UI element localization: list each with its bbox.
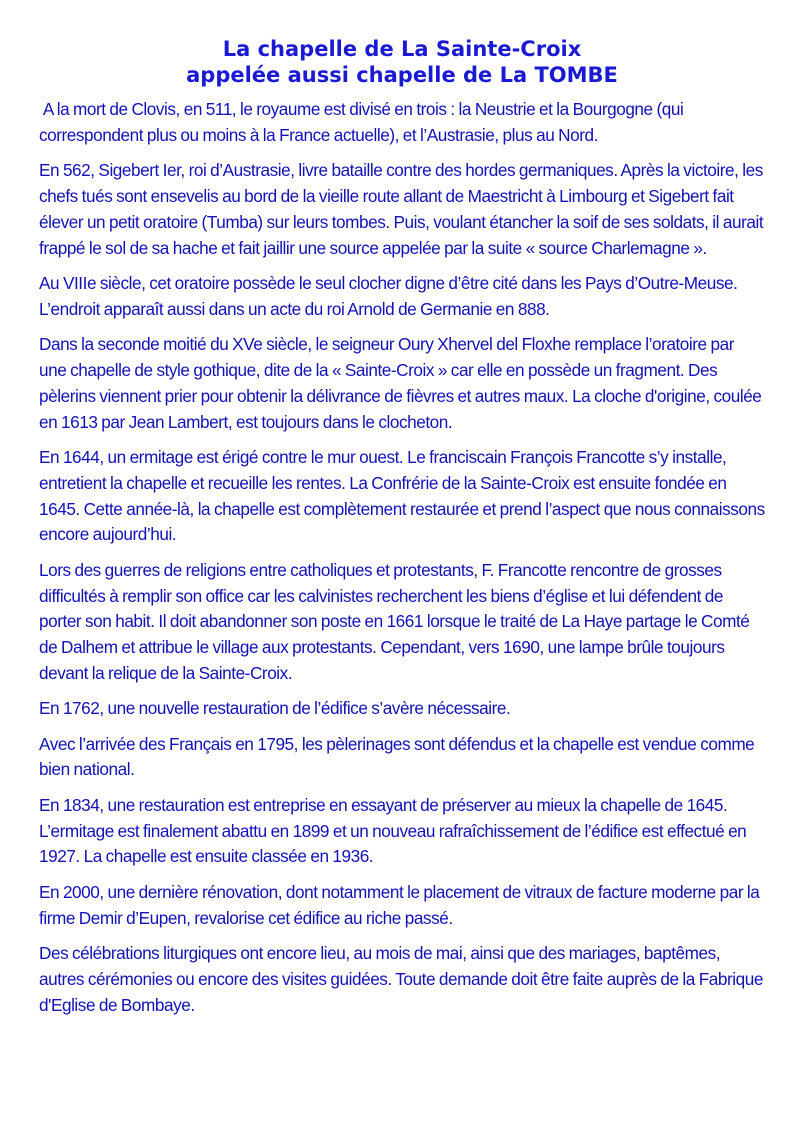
- paragraph-1644: En 1644, un ermitage est érigé contre le mur ouest. Le franciscain François Francotte s’y installe, entretient la chapelle et recueille les rentes. La Confrérie de la Sainte-Croix est ensuite fondée en 1645. Cette année-là, la chapelle est complètement restaurée et prend l’aspect que nous connaissons encore aujourd’hui.: [39, 446, 765, 545]
- article-body: [39, 97, 765, 1018]
- paragraph-celebrations: Des célébrations liturgiques ont encore lieu, au mois de mai, ainsi que des mariages, baptêmes, autres cérémonies ou encore des visites guidées. Toute demande doit être faite auprès de la Fabrique d'Eglise de Bombaye.: [39, 943, 763, 1015]
- title-line-1: La chapelle de La Sainte-Croix: [222, 37, 582, 61]
- paragraph-xve-siecle: Dans la seconde moitié du XVe siècle, le seigneur Oury Xhervel del Floxhe remplace l’oratoire par une chapelle de style gothique, dite de la « Sainte-Croix » car elle en possède un fragment. Des pèlerins viennent prier pour obtenir la délivrance de fièvres et autres maux. La cloche d'origine, coulée en 1613 par Jean Lambert, est toujours dans le clocheton.: [39, 334, 762, 432]
- paragraph-sigebert: En 562, Sigebert Ier, roi d’Austrasie, livre bataille contre des hordes germaniques. Après la victoire, les chefs tués sont ensevelis au bord de la vieille route allant de Maestricht à Limbourg et Sigebert fait élever un petit oratoire (Tumba) sur leurs tombes. Puis, voulant étancher la soif de ses soldats, il aurait frappé le sol de sa hache et fait jaillir une source appelée par la suite « source Charlemagne ».: [39, 160, 764, 258]
- paragraph-2000: En 2000, une dernière rénovation, dont notamment le placement de vitraux de facture moderne par la firme Demir d’Eupen, revalorise cet édifice au riche passé.: [39, 881, 760, 928]
- paragraph-guerres-religions: Lors des guerres de religions entre catholiques et protestants, F. Francotte rencontre de grosses difficultés à remplir son office car les calvinistes recherchent les biens d’église et lui défendent de porter son habit. Il doit abandonner son poste en 1661 lorsque le traité de La Haye partage le Comté de Dalhem et attribue le village aux protestants. Cependant, vers 1690, une lampe brûle toujours devant la relique de la Sainte-Croix.: [39, 559, 750, 683]
- page-title: [39, 36, 765, 88]
- paragraph-viiie-siecle: Au VIIIe siècle, cet oratoire possède le seul clocher digne d’être cité dans les Pays d’Outre-Meuse. L’endroit apparaît aussi dans un acte du roi Arnold de Germanie en 888.: [39, 272, 738, 319]
- paragraph-1795: Avec l’arrivée des Français en 1795, les pèlerinages sont défendus et la chapelle est vendue comme bien national.: [39, 733, 755, 780]
- paragraph-1834: En 1834, une restauration est entreprise en essayant de préserver au mieux la chapelle de 1645. L’ermitage est finalement abattu en 1899 et un nouveau rafraîchissement de l’édifice est effectué en 1927. La chapelle est ensuite classée en 1936.: [39, 794, 747, 867]
- paragraph-clovis: A la mort de Clovis, en 511, le royaume est divisé en trois : la Neustrie et la Bourgogne (qui correspondent plus ou moins à la France actuelle), et l’Austrasie, plus au Nord.: [39, 99, 688, 145]
- title-line-2: appelée aussi chapelle de La TOMBE: [186, 63, 618, 87]
- paragraph-1762: En 1762, une nouvelle restauration de l’édifice s’avère nécessaire.: [39, 698, 511, 719]
